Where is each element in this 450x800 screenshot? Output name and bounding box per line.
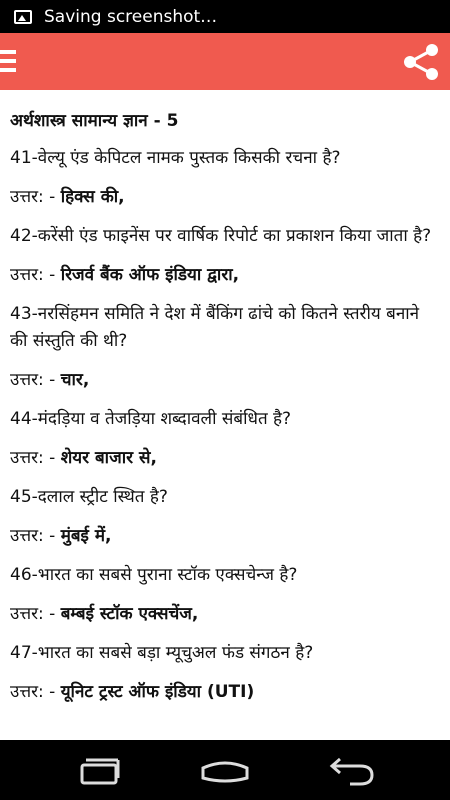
navigation-bar <box>0 740 450 800</box>
question-text: 43-नरसिंहमन समिति ने देश में बैंकिंग ढांचे को कितने स्तरीय बनाने की संस्तुति की थी? <box>10 304 420 351</box>
answer-text: शेयर बाजार से, <box>60 448 157 468</box>
answer-text: मुंबई में, <box>60 526 112 546</box>
image-icon <box>14 10 32 24</box>
question-text: 44-मंदड़िया व तेजड़िया शब्दावली संबंधित है? <box>10 409 292 429</box>
answer-row <box>10 367 440 394</box>
answer-row <box>10 184 440 211</box>
qa-list <box>10 145 440 706</box>
answer-row <box>10 523 440 550</box>
question-text: 46-भारत का सबसे पुराना स्टॉक एक्सचेन्ज है? <box>10 565 298 585</box>
answer-row <box>10 601 440 628</box>
question-text: 42-करेंसी एंड फाइनेंस पर वार्षिक रिपोर्ट का प्रकाशन किया जाता है? <box>10 226 432 246</box>
status-bar <box>0 0 450 33</box>
answer-text: रिजर्व बैंक ऑफ इंडिया द्वारा, <box>60 265 240 285</box>
recent-apps-icon[interactable] <box>70 754 130 788</box>
status-text: Saving screenshot… <box>44 6 218 27</box>
answer-prefix: उत्तर: - <box>10 187 61 207</box>
app-bar <box>0 33 450 90</box>
answer-row <box>10 445 440 472</box>
answer-text: चार, <box>60 370 90 390</box>
answer-row <box>10 262 440 289</box>
answer-row <box>10 679 440 706</box>
answer-prefix: उत्तर: - <box>10 526 61 546</box>
answer-text: बम्बई स्टॉक एक्सचेंज, <box>60 604 199 624</box>
answer-prefix: उत्तर: - <box>10 448 61 468</box>
question-text: 47-भारत का सबसे बड़ा म्यूचुअल फंड संगठन है? <box>10 643 314 663</box>
answer-prefix: उत्तर: - <box>10 265 61 285</box>
article-title: अर्थशास्त्र सामान्य ज्ञान - 5 <box>10 111 179 131</box>
article-content[interactable] <box>0 90 450 740</box>
question-text: 45-दलाल स्ट्रीट स्थित है? <box>10 487 168 507</box>
share-icon[interactable] <box>400 41 442 83</box>
back-icon[interactable] <box>320 754 380 788</box>
home-icon[interactable] <box>195 754 255 788</box>
answer-prefix: उत्तर: - <box>10 682 61 702</box>
answer-text: हिक्स की, <box>60 187 125 207</box>
answer-prefix: उत्तर: - <box>10 370 61 390</box>
question-text: 41-वेल्यू एंड केपिटल नामक पुस्तक किसकी रचना है? <box>10 148 341 168</box>
answer-text: यूनिट ट्रस्ट ऑफ इंडिया (UTI) <box>60 682 255 702</box>
answer-prefix: उत्तर: - <box>10 604 61 624</box>
menu-icon[interactable] <box>0 50 16 72</box>
